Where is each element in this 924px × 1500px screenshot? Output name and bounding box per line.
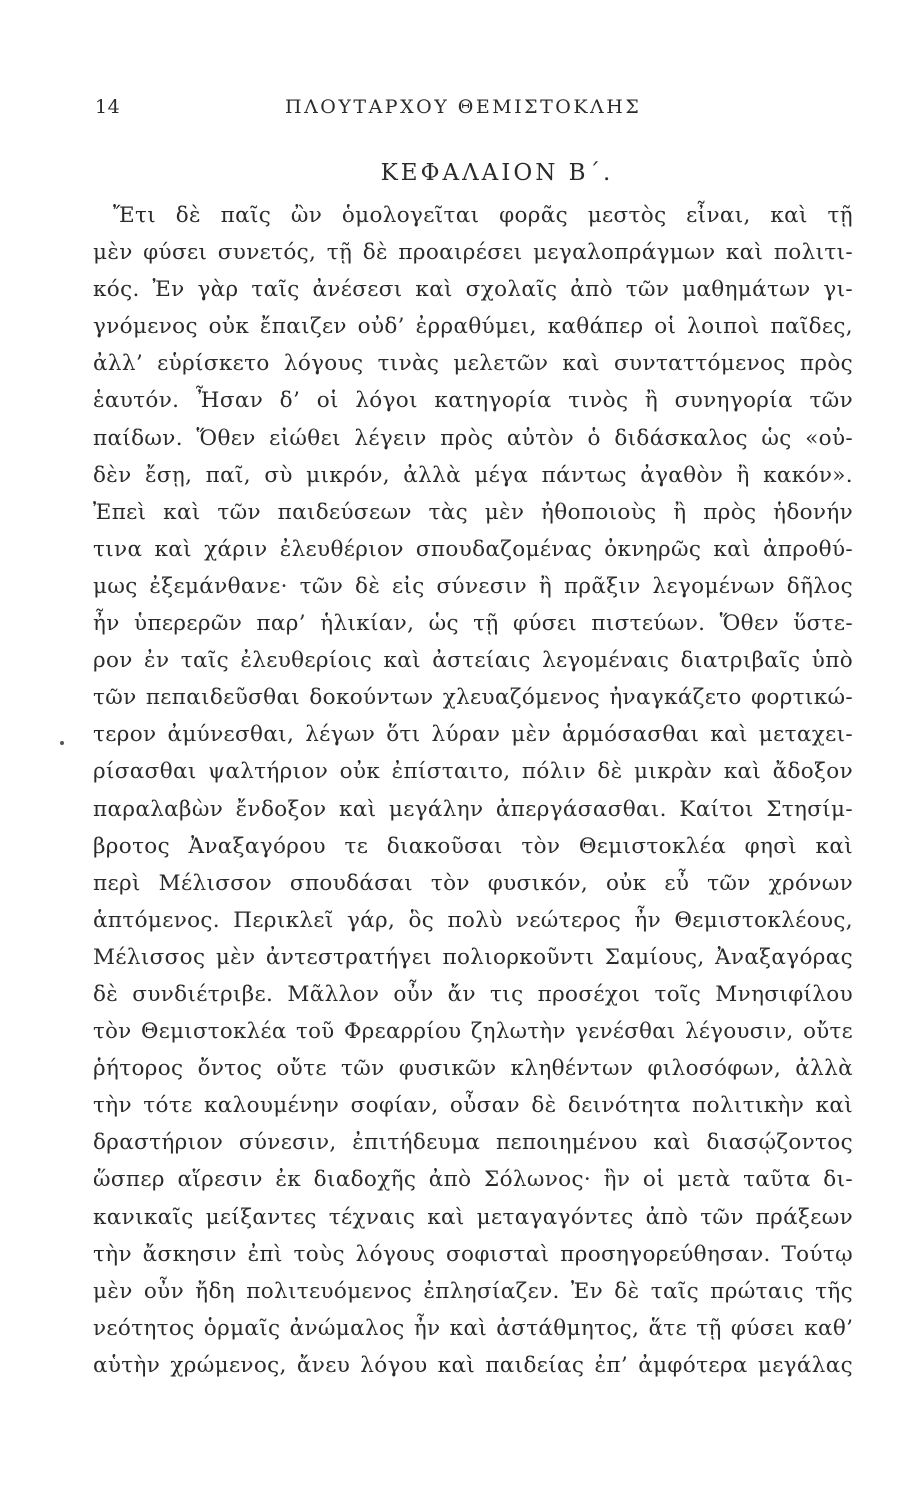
text-line: ἦν ὑπερερῶν παρ’ ἡλικίαν, ὡς τῇ φύσει πιστεύων. Ὅθεν ὕστε- bbox=[93, 611, 853, 637]
running-head bbox=[95, 96, 845, 130]
text-line: παίδων. Ὅθεν εἰώθει λέγειν πρὸς αὐτὸν ὁ διδάσκαλος ὡς «οὐ- bbox=[93, 425, 853, 451]
chapter-heading-text: ΚΕΦΑΛΑΙΟΝ Β΄. bbox=[380, 160, 614, 186]
text-line: Ἔτι δὲ παῖς ὢν ὁμολογεῖται φορᾶς μεστὸς εἶναι, καὶ τῇ bbox=[113, 203, 853, 228]
text-line: νεότητος ὁρμαῖς ἀνώμαλος ἦν καὶ ἀστάθμητος, ἅτε τῇ φύσει καθ’ bbox=[93, 1315, 854, 1341]
text-line: μως ἐξεμάνθανε· τῶν δὲ εἰς σύνεσιν ἢ πρᾶξιν λεγομένων δῆλος bbox=[93, 573, 853, 599]
text-line: κανικαῖς μείξαντες τέχναις καὶ μεταγαγόντες ἀπὸ τῶν πράξεων bbox=[93, 1204, 853, 1230]
body-text bbox=[93, 197, 853, 1384]
text-line: τινα καὶ χάριν ἐλευθέριον σπουδαζομένας ὀκνηρῶς καὶ ἀπροθύ- bbox=[93, 536, 853, 562]
text-line: Μέλισσος μὲν ἀντεστρατήγει πολιορκοῦντι Σαμίους, Ἀναξαγόρας bbox=[93, 944, 853, 970]
text-line: ρον ἐν ταῖς ἐλευθερίοις καὶ ἀστείαις λεγομέναις διατριβαῖς ὑπὸ bbox=[93, 648, 853, 674]
text-line: γνόμενος οὐκ ἔπαιζεν οὐδ’ ἐρραθύμει, καθάπερ οἱ λοιποὶ παῖδες, bbox=[93, 314, 853, 340]
text-line: τὴν ἄσκησιν ἐπὶ τοὺς λόγους σοφισταὶ προσηγορεύθησαν. Τούτῳ bbox=[93, 1241, 853, 1267]
text-line: τερον ἀμύνεσθαι, λέγων ὅτι λύραν μὲν ἁρμόσασθαι καὶ μεταχει- bbox=[93, 722, 853, 748]
text-line: κός. Ἐν γὰρ ταῖς ἀνέσεσι καὶ σχολαῖς ἀπὸ τῶν μαθημάτων γι- bbox=[93, 277, 853, 303]
text-line: τὴν τότε καλουμένην σοφίαν, οὖσαν δὲ δεινότητα πολιτικὴν καὶ bbox=[93, 1093, 853, 1119]
text-line: Ἐπεὶ καὶ τῶν παιδεύσεων τὰς μὲν ἠθοποιοὺς ἢ πρὸς ἡδονήν bbox=[93, 499, 853, 525]
text-line: ῥήτορος ὄντος οὔτε τῶν φυσικῶν κληθέντων φιλοσόφων, ἀλλὰ bbox=[93, 1056, 853, 1082]
text-line: δὲ συνδιέτριβε. Μᾶλλον οὖν ἄν τις προσέχοι τοῖς Μνησιφίλου bbox=[93, 981, 853, 1007]
margin-mark bbox=[60, 741, 64, 745]
text-line: ὥσπερ αἵρεσιν ἐκ διαδοχῆς ἀπὸ Σόλωνος· ἣν οἱ μετὰ ταῦτα δι- bbox=[93, 1167, 853, 1193]
text-line: αὑτὴν χρώμενος, ἄνευ λόγου καὶ παιδείας ἐπ’ ἀμφότερα μεγάλας bbox=[93, 1352, 853, 1378]
text-line: ρίσασθαι ψαλτήριον οὐκ ἐπίσταιτο, πόλιν δὲ μικρὰν καὶ ἄδοξον bbox=[93, 759, 853, 785]
text-line: ἁπτόμενος. Περικλεῖ γάρ, ὃς πολὺ νεώτερος ἦν Θεμιστοκλέους, bbox=[93, 907, 853, 933]
text-line: μὲν φύσει συνετός, τῇ δὲ προαιρέσει μεγαλοπράγμων καὶ πολιτι- bbox=[93, 240, 853, 266]
running-title: ΠΛΟΥΤΑΡΧΟΥ ΘΕΜΙΣΤΟΚΛΗΣ bbox=[285, 96, 642, 118]
text-line: ἑαυτόν. Ἦσαν δ’ οἱ λόγοι κατηγορία τινὸς ἢ συνηγορία τῶν bbox=[93, 388, 853, 414]
text-line: παραλαβὼν ἔνδοξον καὶ μεγάλην ἀπεργάσασθαι. Καίτοι Στησίμ- bbox=[93, 796, 853, 822]
chapter-heading bbox=[0, 160, 924, 186]
text-line: ἀλλ’ εὑρίσκετο λόγους τινὰς μελετῶν καὶ συνταττόμενος πρὸς bbox=[93, 351, 853, 377]
text-line: μὲν οὖν ἤδη πολιτευόμενος ἐπλησίαζεν. Ἐν δὲ ταῖς πρώταις τῆς bbox=[93, 1278, 853, 1304]
text-line: περὶ Μέλισσον σπουδάσαι τὸν φυσικόν, οὐκ εὖ τῶν χρόνων bbox=[93, 870, 853, 896]
text-line: δὲν ἔσῃ, παῖ, σὺ μικρόν, ἀλλὰ μέγα πάντως ἀγαθὸν ἢ κακόν». bbox=[93, 462, 853, 488]
text-line: τῶν πεπαιδεῦσθαι δοκούντων χλευαζόμενος ἠναγκάζετο φορτικώ- bbox=[93, 685, 853, 711]
page-number: 14 bbox=[95, 96, 121, 118]
text-line: βροτος Ἀναξαγόρου τε διακοῦσαι τὸν Θεμιστοκλέα φησὶ καὶ bbox=[93, 833, 853, 859]
text-line: τὸν Θεμιστοκλέα τοῦ Φρεαρρίου ζηλωτὴν γενέσθαι λέγουσιν, οὔτε bbox=[93, 1019, 853, 1045]
text-line: δραστήριον σύνεσιν, ἐπιτήδευμα πεποιημένου καὶ διασῴζοντος bbox=[93, 1130, 853, 1156]
